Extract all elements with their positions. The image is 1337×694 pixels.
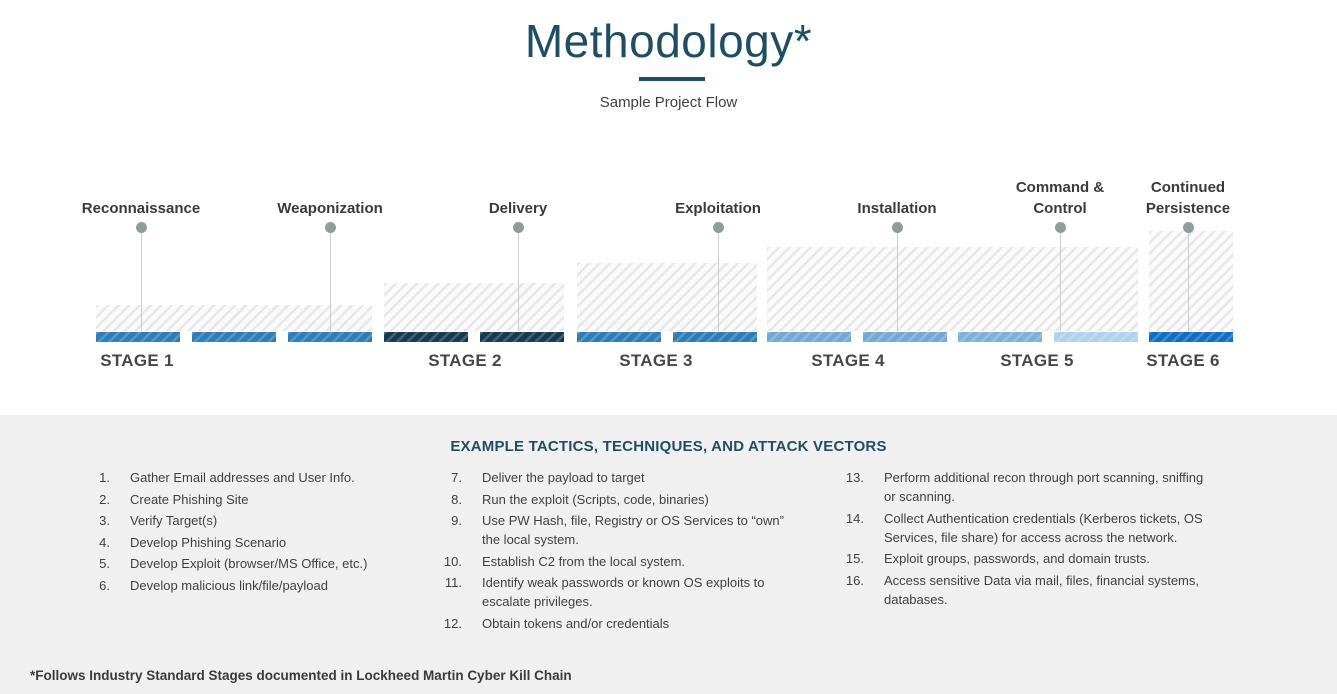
footnote: *Follows Industry Standard Stages documented in Lockheed Martin Cyber Kill Chain <box>30 668 572 683</box>
phase-connector-line <box>897 231 898 331</box>
phase-connector-line <box>1060 231 1061 331</box>
stage-bar-segment <box>480 332 564 342</box>
list-item-number: 3. <box>99 513 110 528</box>
list-item-text: Develop malicious link/file/payload <box>130 577 328 593</box>
list-item-number: 9. <box>451 513 462 528</box>
phase-label-text: Installation <box>857 200 937 217</box>
phase-marker-dot <box>713 222 724 233</box>
phase-connector-line <box>141 231 142 331</box>
list-item-number: 2. <box>99 491 110 507</box>
stage-bar-segment <box>384 332 468 342</box>
phase-label <box>56 167 226 219</box>
list-item <box>428 552 800 571</box>
stage-hatch-block <box>96 305 372 331</box>
list-item-number: 5. <box>99 556 110 571</box>
list-item <box>428 614 800 633</box>
phase-label <box>1136 167 1241 219</box>
phase-label <box>812 167 982 219</box>
list-item-text: Perform additional recon through port scanning, sniffing or scanning. <box>884 470 1204 504</box>
phase-label <box>245 167 415 219</box>
stage-bar-segment <box>767 332 851 342</box>
phase-label <box>633 167 803 219</box>
list-item-number: 11. <box>444 575 462 590</box>
list-item <box>428 490 800 509</box>
phase-connector-line <box>718 231 719 331</box>
list-item <box>76 490 420 509</box>
list-item-text: Obtain tokens and/or credentials <box>482 615 670 631</box>
stage-bar-segment <box>1149 332 1233 342</box>
list-item-text: Access sensitive Data via mail, files, financial systems, databases. <box>884 572 1199 607</box>
stage-hatch-block <box>384 283 564 331</box>
tactics-column <box>830 468 1206 611</box>
stage-label: STAGE 3 <box>619 351 693 370</box>
list-item <box>428 573 800 611</box>
list-item <box>830 509 1206 547</box>
list-item-number: 1. <box>99 470 110 485</box>
list-item-text: Exploit groups, passwords, and domain trusts. <box>884 551 1150 566</box>
phase-label <box>433 167 603 219</box>
list-item-text: Establish C2 from the local system. <box>482 553 686 569</box>
tactics-heading: EXAMPLE TACTICS, TECHNIQUES, AND ATTACK VECTORS <box>450 438 887 455</box>
list-item <box>76 576 420 595</box>
phase-marker-dot <box>1055 222 1066 233</box>
stage-bar-segment <box>958 332 1042 342</box>
title-underline <box>639 77 705 81</box>
stage-bar-segment <box>863 332 947 342</box>
page-subtitle: Sample Project Flow <box>599 94 738 111</box>
stage-bar-segment <box>96 332 180 342</box>
stage-label: STAGE 5 <box>1000 351 1074 370</box>
list-item-number: 16. <box>845 572 864 588</box>
phase-marker-dot <box>892 222 903 233</box>
list-item-number: 7. <box>451 470 462 485</box>
phase-label-text: Reconnaissance <box>81 200 201 217</box>
phase-connector-line <box>518 231 519 331</box>
list-item-number: 4. <box>99 534 110 550</box>
stage-bar-segment <box>577 332 661 342</box>
stage-bar-segment <box>1054 332 1138 342</box>
phase-label-text: Command & Control <box>1015 179 1105 217</box>
list-item <box>76 533 420 552</box>
stage-hatch-block <box>767 247 1138 331</box>
list-item-text: Identify weak passwords or known OS exploits to escalate privileges. <box>482 575 765 609</box>
list-item-text: Deliver the payload to target <box>482 470 645 485</box>
stage-label: STAGE 2 <box>428 351 502 370</box>
stage-bar-segment <box>673 332 757 342</box>
list-item-number: 10. <box>443 553 462 569</box>
stage-hatch-block <box>577 263 757 331</box>
list-item-text: Develop Phishing Scenario <box>130 534 287 550</box>
stage-label: STAGE 4 <box>811 351 885 370</box>
list-item-number: 14. <box>845 510 864 526</box>
phase-label-text: Continued Persistence <box>1145 179 1231 217</box>
list-item-number: 15. <box>845 551 864 566</box>
list-item-text: Create Phishing Site <box>130 491 249 507</box>
list-item-text: Verify Target(s) <box>130 513 218 528</box>
phase-connector-line <box>1188 231 1189 331</box>
phase-marker-dot <box>1183 222 1194 233</box>
list-item-number: 13. <box>845 470 864 485</box>
list-item <box>830 571 1206 609</box>
stage-label: STAGE 1 <box>100 351 174 370</box>
list-item-number: 8. <box>451 491 462 507</box>
tactics-column <box>428 468 800 635</box>
tactics-column <box>76 468 420 597</box>
phase-label-text: Exploitation <box>675 200 761 217</box>
stage-bar-segment <box>192 332 276 342</box>
list-item <box>76 468 420 487</box>
list-item-number: 6. <box>99 577 110 593</box>
stage-bar-segment <box>288 332 372 342</box>
phase-label <box>1000 167 1120 219</box>
list-item-text: Collect Authentication credentials (Kerberos tickets, OS Services, file share) for access across the network. <box>884 510 1203 545</box>
phase-label-text: Weaponization <box>277 200 383 217</box>
list-item <box>830 549 1206 568</box>
list-item-text: Gather Email addresses and User Info. <box>130 470 355 485</box>
phase-marker-dot <box>513 222 524 233</box>
page-title: Methodology* <box>524 15 813 67</box>
list-item-number: 12. <box>443 615 462 631</box>
list-item <box>76 511 420 530</box>
phase-label-text: Delivery <box>488 200 548 217</box>
tactics-panel <box>0 415 1337 694</box>
list-item <box>76 554 420 573</box>
list-item-text: Use PW Hash, file, Registry or OS Services to “own” the local system. <box>482 513 784 547</box>
stage-hatch-block <box>1149 231 1233 331</box>
phase-marker-dot <box>136 222 147 233</box>
list-item-text: Run the exploit (Scripts, code, binaries) <box>482 491 709 507</box>
list-item <box>428 468 800 487</box>
phase-connector-line <box>330 231 331 331</box>
list-item <box>428 511 800 549</box>
stage-label: STAGE 6 <box>1146 351 1220 370</box>
list-item-text: Develop Exploit (browser/MS Office, etc.) <box>130 556 368 571</box>
list-item <box>830 468 1206 506</box>
phase-marker-dot <box>325 222 336 233</box>
